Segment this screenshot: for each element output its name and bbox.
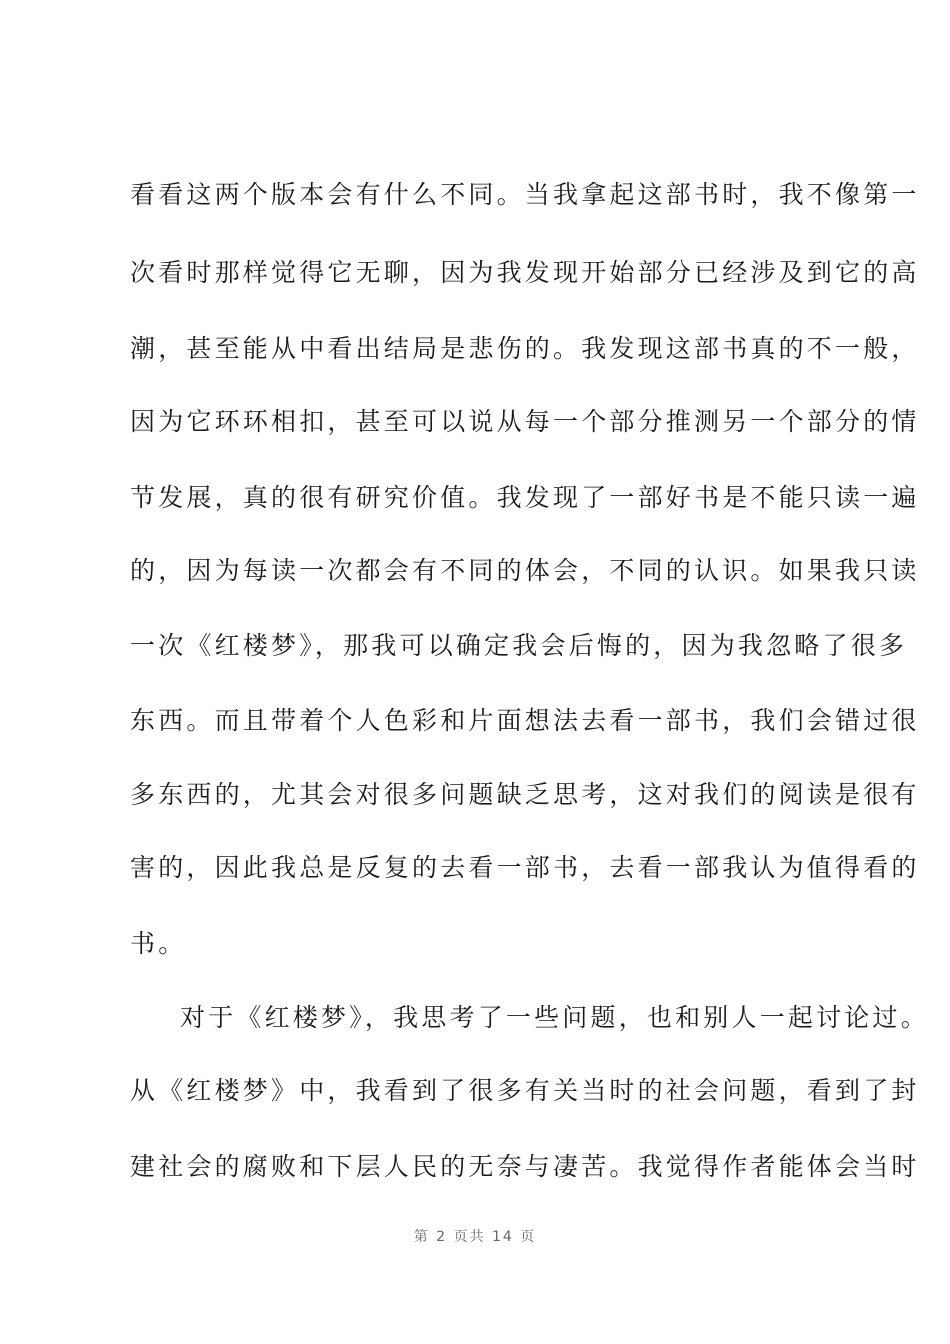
text-line: 一次《红楼梦》，那我可以确定我会后悔的，因为我忽略了很多 [130,631,908,660]
text-line: 潮，甚至能从中看出结局是悲伤的。我发现这部书真的不一般， [130,334,920,363]
text-line: 节发展，真的很有研究价值。我发现了一部好书是不能只读一遍 [130,483,920,512]
text-line: 次看时那样觉得它无聊，因为我发现开始部分已经涉及到它的高 [130,258,920,287]
paragraph-first-line: 对于《红楼梦》，我思考了一些问题，也和别人一起讨论过。 [180,1003,929,1032]
text-line: 害的，因此我总是反复的去看一部书，去看一部我认为值得看的 [130,853,920,882]
text-line: 因为它环环相扣，甚至可以说从每一个部分推测另一个部分的情 [130,407,920,436]
text-line: 的，因为每读一次都会有不同的体会，不同的认识。如果我只读 [130,556,920,585]
text-line: 看看这两个版本会有什么不同。当我拿起这部书时，我不像第一 [130,180,920,209]
text-line: 建社会的腐败和下层人民的无奈与凄苦。我觉得作者能体会当时 [130,1152,920,1181]
text-line: 书。 [130,929,187,958]
text-line: 多东西的，尤其会对很多问题缺乏思考，这对我们的阅读是很有 [130,780,920,809]
text-line: 从《红楼梦》中，我看到了很多有关当时的社会问题，看到了封 [130,1076,920,1105]
page-number-footer: 第 2 页共 14 页 [413,1229,537,1245]
text-line: 东西。而且带着个人色彩和片面想法去看一部书，我们会错过很 [130,706,920,735]
